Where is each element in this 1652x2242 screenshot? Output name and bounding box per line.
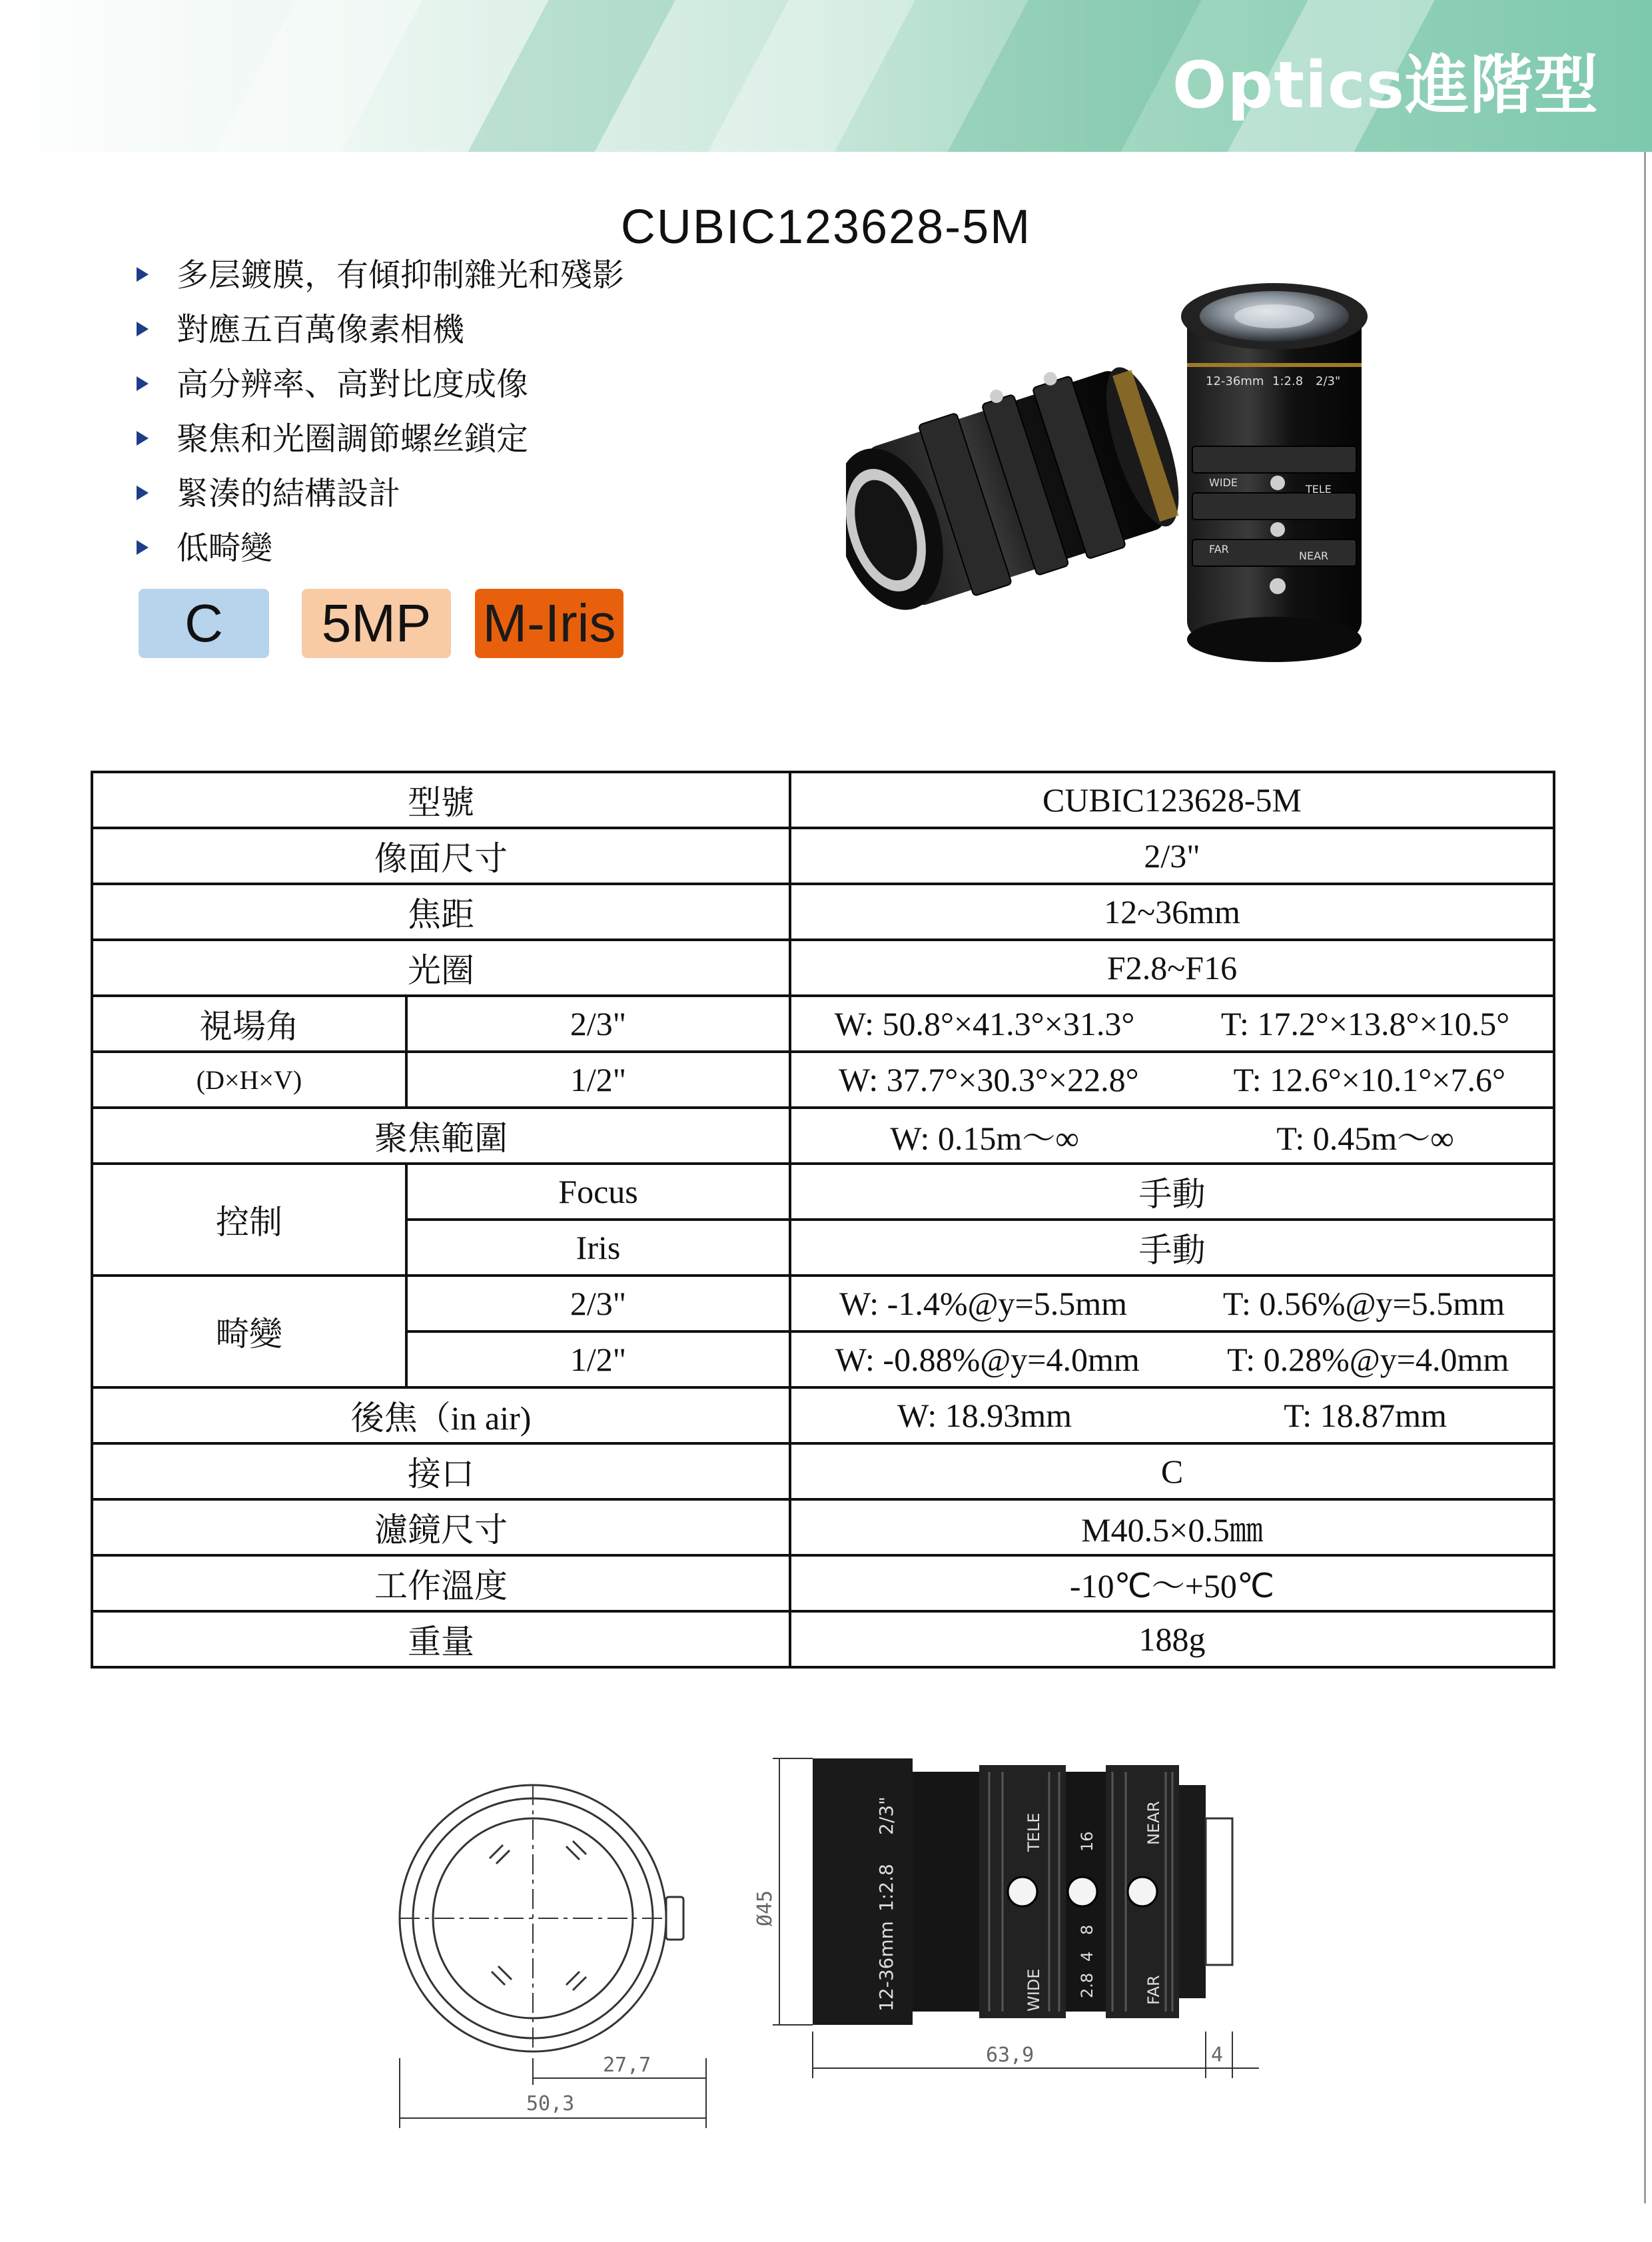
spec-back-focus-label: 後焦（in air) xyxy=(92,1387,790,1443)
fov-wide-value: W: 37.7°×30.3°×22.8° xyxy=(839,1061,1139,1098)
spec-model-value: CUBIC123628-5M xyxy=(790,772,1554,828)
feature-text: 緊湊的結構設計 xyxy=(177,475,401,512)
table-row xyxy=(92,996,1554,1052)
banner-stripe xyxy=(689,0,929,152)
banner-stripe xyxy=(197,0,436,152)
bullet-triangle-icon xyxy=(137,431,149,446)
spec-mount-label: 接口 xyxy=(92,1443,790,1499)
spec-format-label: 像面尺寸 xyxy=(92,828,790,884)
spec-table xyxy=(91,771,1555,1669)
feature-item xyxy=(137,255,624,310)
technical-drawing xyxy=(373,1745,1306,2131)
spec-model-label: 型號 xyxy=(92,772,790,828)
spec-mount-value: C xyxy=(790,1443,1554,1499)
spec-distortion-value-1 xyxy=(790,1276,1554,1331)
feature-text: 高分辨率、高對比度成像 xyxy=(177,366,529,403)
table-row xyxy=(92,1443,1554,1499)
drawing-scale-28: 2.8 xyxy=(1078,1972,1096,1998)
spec-fov-label: 視場角 xyxy=(92,996,406,1052)
feature-text: 對應五百萬像素相機 xyxy=(177,311,465,348)
drawing-tele-label: TELE xyxy=(1025,1812,1043,1852)
drawing-aperture-label: 1:2.8 xyxy=(875,1864,897,1912)
photo-tele-label: TELE xyxy=(1306,483,1332,496)
bullet-triangle-icon xyxy=(137,540,149,555)
spec-control-iris-label: Iris xyxy=(406,1220,790,1276)
banner-stripe xyxy=(450,0,689,152)
spec-fov-size-1: 2/3" xyxy=(406,996,790,1052)
bullet-triangle-icon xyxy=(137,322,149,336)
distortion-wide: W: -0.88%@y=4.0mm xyxy=(835,1341,1140,1378)
table-row xyxy=(92,940,1554,996)
table-row xyxy=(92,1276,1554,1331)
bullet-triangle-icon xyxy=(137,376,149,391)
table-row xyxy=(92,828,1554,884)
fov-tele-value: T: 17.2°×13.8°×10.5° xyxy=(1220,1005,1510,1042)
dim-diameter: Ø45 xyxy=(753,1890,777,1927)
drawing-format-label: 2/3" xyxy=(875,1796,897,1835)
feature-text: 聚焦和光圈調節螺丝鎖定 xyxy=(177,420,529,458)
feature-text: 低畸變 xyxy=(177,530,273,567)
table-row xyxy=(92,772,1554,828)
focus-range-wide: W: 0.15m～∞ xyxy=(890,1120,1079,1157)
lens-product-photo xyxy=(846,280,1392,679)
spec-filter-value: M40.5×0.5㎜ xyxy=(790,1499,1554,1555)
fov-tele-value: T: 12.6°×10.1°×7.6° xyxy=(1233,1061,1505,1098)
spec-format-value: 2/3" xyxy=(790,828,1554,884)
spec-focus-range-value xyxy=(790,1108,1554,1164)
feature-item xyxy=(137,419,624,474)
fov-wide-value: W: 50.8°×41.3°×31.3° xyxy=(834,1005,1135,1042)
bullet-triangle-icon xyxy=(137,486,149,500)
table-row xyxy=(92,1052,1554,1108)
table-row xyxy=(92,1108,1554,1164)
focus-range-tele: T: 0.45m～∞ xyxy=(1276,1120,1454,1157)
bullet-triangle-icon xyxy=(137,267,149,282)
spec-fov-sublabel: (D×H×V) xyxy=(92,1052,406,1108)
spec-back-focus-value xyxy=(790,1387,1554,1443)
spec-fov-value-2 xyxy=(790,1052,1554,1108)
brand-title: Optics進階型 xyxy=(1172,48,1599,123)
standing-lens xyxy=(1181,283,1368,662)
photo-far-label: FAR xyxy=(1209,543,1229,556)
spec-distortion-label: 畸變 xyxy=(92,1276,406,1387)
feature-item xyxy=(137,474,624,528)
drawing-near-label: NEAR xyxy=(1144,1800,1163,1845)
iris-badge: M-Iris xyxy=(475,589,623,658)
spec-fov-value-1 xyxy=(790,996,1554,1052)
spec-focal-label: 焦距 xyxy=(92,884,790,940)
drawing-far-label: FAR xyxy=(1144,1975,1163,2005)
feature-item xyxy=(137,364,624,419)
table-row xyxy=(92,1164,1554,1220)
feature-text: 多层鍍膜，有傾抑制雜光和殘影 xyxy=(177,256,625,294)
spec-control-focus-label: Focus xyxy=(406,1164,790,1220)
dim-front-offset: 27,7 xyxy=(603,2054,651,2077)
table-row xyxy=(92,1387,1554,1443)
photo-wide-label: WIDE xyxy=(1209,476,1238,489)
spec-temp-label: 工作溫度 xyxy=(92,1555,790,1611)
photo-near-label: NEAR xyxy=(1299,550,1329,562)
header-banner xyxy=(0,0,1652,152)
spec-aperture-value: F2.8~F16 xyxy=(790,940,1554,996)
photo-aperture-label: 1:2.8 xyxy=(1272,374,1304,388)
distortion-tele: T: 0.28%@y=4.0mm xyxy=(1227,1341,1509,1378)
mount-badge: C xyxy=(139,589,269,658)
spec-temp-value: -10℃～+50℃ xyxy=(790,1555,1554,1611)
distortion-tele: T: 0.56%@y=5.5mm xyxy=(1222,1285,1505,1322)
spec-distortion-size-1: 2/3" xyxy=(406,1276,790,1331)
drawing-wide-label: WIDE xyxy=(1025,1968,1043,2012)
spec-aperture-label: 光圈 xyxy=(92,940,790,996)
feature-item xyxy=(137,310,624,364)
feature-list xyxy=(137,255,624,583)
dim-flange: 4 xyxy=(1211,2044,1224,2067)
side-view xyxy=(753,1758,1259,2078)
model-title: CUBIC123628-5M xyxy=(620,200,1032,254)
photo-format-label: 2/3" xyxy=(1316,374,1341,388)
back-focus-tele: T: 18.87mm xyxy=(1284,1397,1447,1434)
table-row xyxy=(92,1611,1554,1667)
spec-focus-range-label: 聚焦範圍 xyxy=(92,1108,790,1164)
resolution-badge: 5MP xyxy=(302,589,451,658)
spec-focal-value: 12~36mm xyxy=(790,884,1554,940)
spec-filter-label: 濾鏡尺寸 xyxy=(92,1499,790,1555)
table-row xyxy=(92,1555,1554,1611)
spec-distortion-value-2 xyxy=(790,1331,1554,1387)
page-edge-line xyxy=(1644,152,1646,2203)
spec-control-focus-value: 手動 xyxy=(790,1164,1554,1220)
drawing-scale-8: 8 xyxy=(1078,1924,1096,1935)
table-row xyxy=(92,1499,1554,1555)
back-focus-wide: W: 18.93mm xyxy=(897,1397,1072,1434)
spec-fov-size-2: 1/2" xyxy=(406,1052,790,1108)
spec-control-iris-value: 手動 xyxy=(790,1220,1554,1276)
dim-front-total: 50,3 xyxy=(526,2092,575,2115)
drawing-focal-label: 12-36mm xyxy=(875,1921,897,2012)
drawing-scale-4: 4 xyxy=(1078,1951,1096,1962)
feature-item xyxy=(137,528,624,583)
front-view xyxy=(400,1785,706,2128)
lying-lens xyxy=(846,344,1196,630)
spec-distortion-size-2: 1/2" xyxy=(406,1331,790,1387)
spec-weight-label: 重量 xyxy=(92,1611,790,1667)
spec-weight-value: 188g xyxy=(790,1611,1554,1667)
drawing-scale-16: 16 xyxy=(1078,1831,1096,1852)
photo-focal-label: 12-36mm xyxy=(1206,374,1264,388)
spec-control-label: 控制 xyxy=(92,1164,406,1276)
table-row xyxy=(92,884,1554,940)
dim-length: 63,9 xyxy=(986,2044,1034,2067)
distortion-wide: W: -1.4%@y=5.5mm xyxy=(839,1285,1128,1322)
